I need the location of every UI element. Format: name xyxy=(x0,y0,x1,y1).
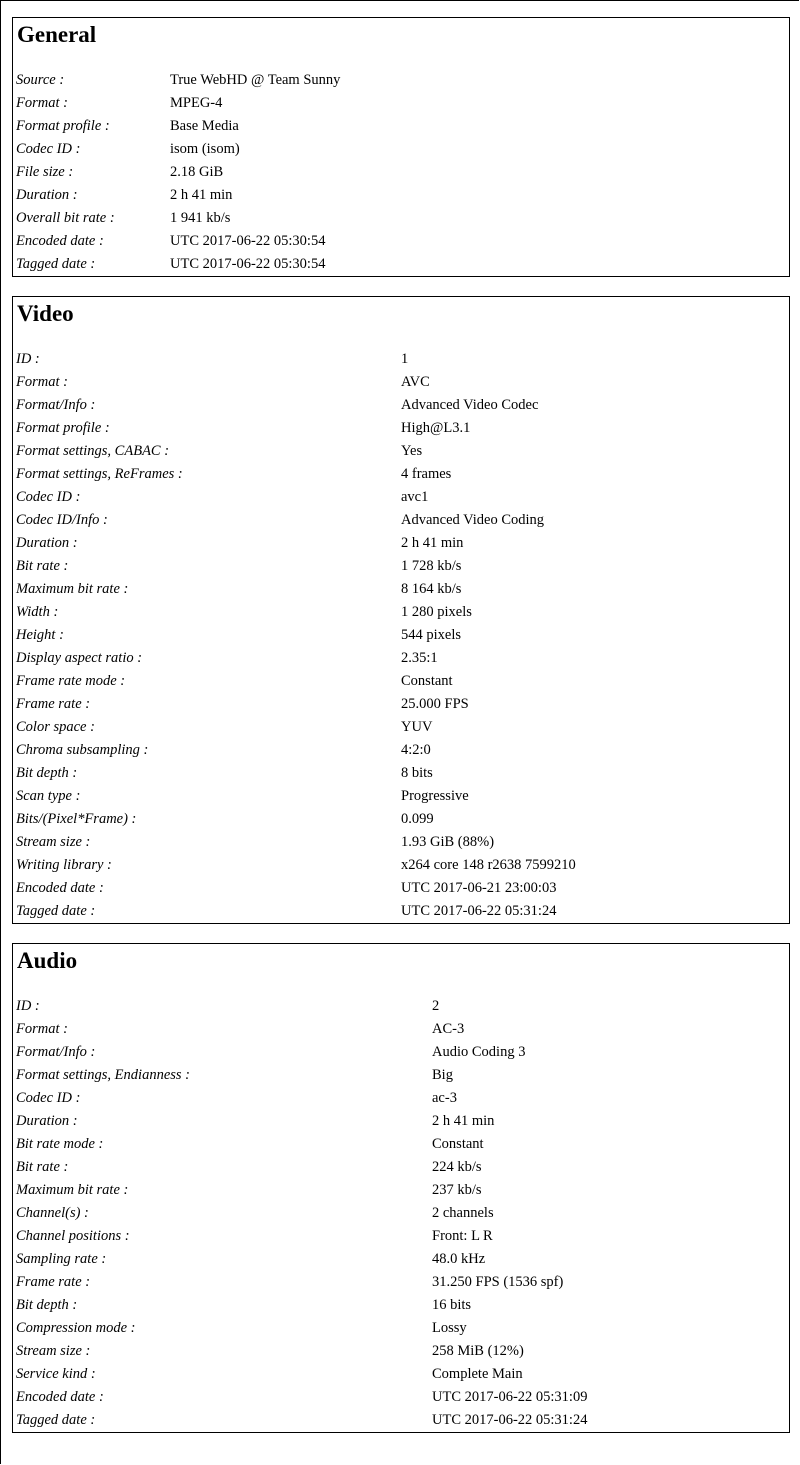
property-value: Constant xyxy=(432,1136,484,1152)
property-value: 4 frames xyxy=(401,466,452,482)
property-value: 2.18 GiB xyxy=(170,164,224,180)
property-value: 25.000 FPS xyxy=(401,696,469,712)
property-row xyxy=(16,253,340,276)
property-row xyxy=(16,1133,587,1156)
property-value: Progressive xyxy=(401,788,469,804)
property-value: UTC 2017-06-21 23:00:03 xyxy=(401,880,557,896)
property-row xyxy=(16,1409,587,1432)
property-value: Complete Main xyxy=(432,1366,523,1382)
property-value: Big xyxy=(432,1067,453,1083)
section-title: General xyxy=(17,22,97,47)
property-label: Format : xyxy=(16,374,68,390)
property-row xyxy=(16,1041,587,1064)
property-label: Format/Info : xyxy=(16,1044,96,1060)
property-row xyxy=(16,831,576,854)
property-label: Bit rate : xyxy=(16,558,69,574)
property-row xyxy=(16,69,340,92)
property-row xyxy=(16,578,576,601)
property-label: Bit rate mode : xyxy=(16,1136,104,1152)
property-label: Format : xyxy=(16,1021,68,1037)
property-label: Format profile : xyxy=(16,118,110,134)
property-value: 1 941 kb/s xyxy=(170,210,231,226)
property-value: Yes xyxy=(401,443,423,459)
property-row xyxy=(16,1317,587,1340)
property-row xyxy=(16,785,576,808)
property-label: Duration : xyxy=(16,187,78,203)
property-label: Bit depth : xyxy=(16,765,78,781)
property-value: Advanced Video Coding xyxy=(401,512,545,528)
property-row xyxy=(16,1271,587,1294)
property-value: AC-3 xyxy=(432,1021,465,1037)
audio-section xyxy=(12,943,790,1433)
section-title: Audio xyxy=(17,948,78,973)
property-value: 258 MiB (12%) xyxy=(432,1343,524,1359)
property-row xyxy=(16,624,576,647)
property-label: Height : xyxy=(16,627,64,643)
property-row xyxy=(16,762,576,785)
property-row xyxy=(16,995,587,1018)
property-label: Bits/(Pixel*Frame) : xyxy=(16,811,137,827)
property-row xyxy=(16,1156,587,1179)
property-label: Format settings, CABAC : xyxy=(16,443,170,459)
property-value: 544 pixels xyxy=(401,627,462,643)
property-label: Duration : xyxy=(16,1113,78,1129)
property-value: 2 h 41 min xyxy=(432,1113,495,1129)
property-row xyxy=(16,138,340,161)
property-row xyxy=(16,532,576,555)
property-label: Codec ID : xyxy=(16,1090,81,1106)
property-row xyxy=(16,1018,587,1041)
property-label: Width : xyxy=(16,604,59,620)
property-row xyxy=(16,1225,587,1248)
property-value: ac-3 xyxy=(432,1090,457,1106)
property-row xyxy=(16,1340,587,1363)
section-title: Video xyxy=(17,301,74,326)
video-section xyxy=(12,296,790,924)
property-label: Bit rate : xyxy=(16,1159,69,1175)
property-row xyxy=(16,1110,587,1133)
property-label: Encoded date : xyxy=(16,1389,104,1405)
property-value: 2 h 41 min xyxy=(170,187,233,203)
property-value: isom (isom) xyxy=(170,141,240,157)
property-label: Compression mode : xyxy=(16,1320,136,1336)
property-label: Source : xyxy=(16,72,65,88)
property-label: Scan type : xyxy=(16,788,81,804)
property-row xyxy=(16,486,576,509)
property-value: Constant xyxy=(401,673,453,689)
property-row xyxy=(16,1064,587,1087)
property-value: MPEG-4 xyxy=(170,95,223,111)
property-label: ID : xyxy=(16,998,40,1014)
general-section xyxy=(12,17,790,277)
property-row xyxy=(16,716,576,739)
property-label: Encoded date : xyxy=(16,880,104,896)
property-row xyxy=(16,463,576,486)
property-row xyxy=(16,1363,587,1386)
property-row xyxy=(16,440,576,463)
property-label: Display aspect ratio : xyxy=(16,650,143,666)
property-row xyxy=(16,394,576,417)
property-value: 8 bits xyxy=(401,765,433,781)
property-row xyxy=(16,115,340,138)
property-row xyxy=(16,348,576,371)
property-value: YUV xyxy=(401,719,433,735)
property-row xyxy=(16,1202,587,1225)
property-row xyxy=(16,900,576,923)
property-row xyxy=(16,184,340,207)
property-label: Channel positions : xyxy=(16,1228,130,1244)
property-label: Frame rate mode : xyxy=(16,673,126,689)
property-label: Maximum bit rate : xyxy=(16,581,129,597)
property-label: Color space : xyxy=(16,719,95,735)
property-value: 31.250 FPS (1536 spf) xyxy=(432,1274,564,1290)
property-label: Bit depth : xyxy=(16,1297,78,1313)
property-label: Frame rate : xyxy=(16,1274,91,1290)
property-value: avc1 xyxy=(401,489,429,505)
property-label: Format : xyxy=(16,95,68,111)
property-row xyxy=(16,1386,587,1409)
property-label: Duration : xyxy=(16,535,78,551)
property-label: Format settings, Endianness : xyxy=(16,1067,190,1083)
property-value: AVC xyxy=(401,374,430,390)
property-value: 4:2:0 xyxy=(401,742,431,758)
property-row xyxy=(16,1294,587,1317)
video-properties-table xyxy=(16,348,576,923)
property-label: Encoded date : xyxy=(16,233,104,249)
property-label: ID : xyxy=(16,351,40,367)
property-value: 2.35:1 xyxy=(401,650,438,666)
property-row xyxy=(16,1087,587,1110)
property-value: Base Media xyxy=(170,118,239,134)
property-value: 1 280 pixels xyxy=(401,604,472,620)
property-label: Stream size : xyxy=(16,1343,91,1359)
property-row xyxy=(16,207,340,230)
property-row xyxy=(16,854,576,877)
property-value: Front: L R xyxy=(432,1228,493,1244)
property-row xyxy=(16,230,340,253)
property-row xyxy=(16,808,576,831)
property-row xyxy=(16,693,576,716)
property-value: 1 728 kb/s xyxy=(401,558,462,574)
property-value: x264 core 148 r2638 7599210 xyxy=(401,857,576,873)
property-row xyxy=(16,509,576,532)
property-label: Format settings, ReFrames : xyxy=(16,466,183,482)
property-label: Tagged date : xyxy=(16,903,96,919)
property-row xyxy=(16,877,576,900)
property-row xyxy=(16,92,340,115)
property-value: Audio Coding 3 xyxy=(432,1044,526,1060)
property-label: Codec ID/Info : xyxy=(16,512,108,528)
property-label: Frame rate : xyxy=(16,696,91,712)
general-properties-table xyxy=(16,69,340,276)
property-label: Codec ID : xyxy=(16,489,81,505)
property-row xyxy=(16,601,576,624)
property-value: 16 bits xyxy=(432,1297,472,1313)
property-value: High@L3.1 xyxy=(401,420,471,436)
property-value: 0.099 xyxy=(401,811,434,827)
property-value: UTC 2017-06-22 05:31:24 xyxy=(401,903,557,919)
property-value: UTC 2017-06-22 05:31:09 xyxy=(432,1389,588,1405)
property-value: 224 kb/s xyxy=(432,1159,482,1175)
property-label: Chroma subsampling : xyxy=(16,742,149,758)
property-label: Codec ID : xyxy=(16,141,81,157)
property-row xyxy=(16,161,340,184)
property-value: 237 kb/s xyxy=(432,1182,482,1198)
property-row xyxy=(16,371,576,394)
property-value: 1 xyxy=(401,351,409,367)
property-label: File size : xyxy=(16,164,74,180)
property-value: 2 h 41 min xyxy=(401,535,464,551)
property-row xyxy=(16,1179,587,1202)
property-value: 48.0 kHz xyxy=(432,1251,486,1267)
property-value: 2 xyxy=(432,998,440,1014)
property-value: UTC 2017-06-22 05:30:54 xyxy=(170,233,326,249)
property-value: 8 164 kb/s xyxy=(401,581,462,597)
property-label: Format/Info : xyxy=(16,397,96,413)
property-label: Channel(s) : xyxy=(16,1205,89,1221)
property-value: 1.93 GiB (88%) xyxy=(401,834,495,850)
property-value: True WebHD @ Team Sunny xyxy=(170,72,341,88)
property-label: Format profile : xyxy=(16,420,110,436)
property-label: Service kind : xyxy=(16,1366,96,1382)
property-label: Tagged date : xyxy=(16,256,96,272)
property-row xyxy=(16,647,576,670)
property-value: UTC 2017-06-22 05:31:24 xyxy=(432,1412,588,1428)
audio-properties-table xyxy=(16,995,587,1432)
property-value: 2 channels xyxy=(432,1205,494,1221)
property-value: UTC 2017-06-22 05:30:54 xyxy=(170,256,326,272)
property-label: Maximum bit rate : xyxy=(16,1182,129,1198)
property-row xyxy=(16,739,576,762)
property-label: Stream size : xyxy=(16,834,91,850)
property-value: Lossy xyxy=(432,1320,467,1336)
property-label: Sampling rate : xyxy=(16,1251,107,1267)
property-row xyxy=(16,417,576,440)
property-label: Overall bit rate : xyxy=(16,210,115,226)
property-row xyxy=(16,555,576,578)
property-row xyxy=(16,670,576,693)
property-row xyxy=(16,1248,587,1271)
property-value: Advanced Video Codec xyxy=(401,397,539,413)
property-label: Tagged date : xyxy=(16,1412,96,1428)
property-label: Writing library : xyxy=(16,857,112,873)
